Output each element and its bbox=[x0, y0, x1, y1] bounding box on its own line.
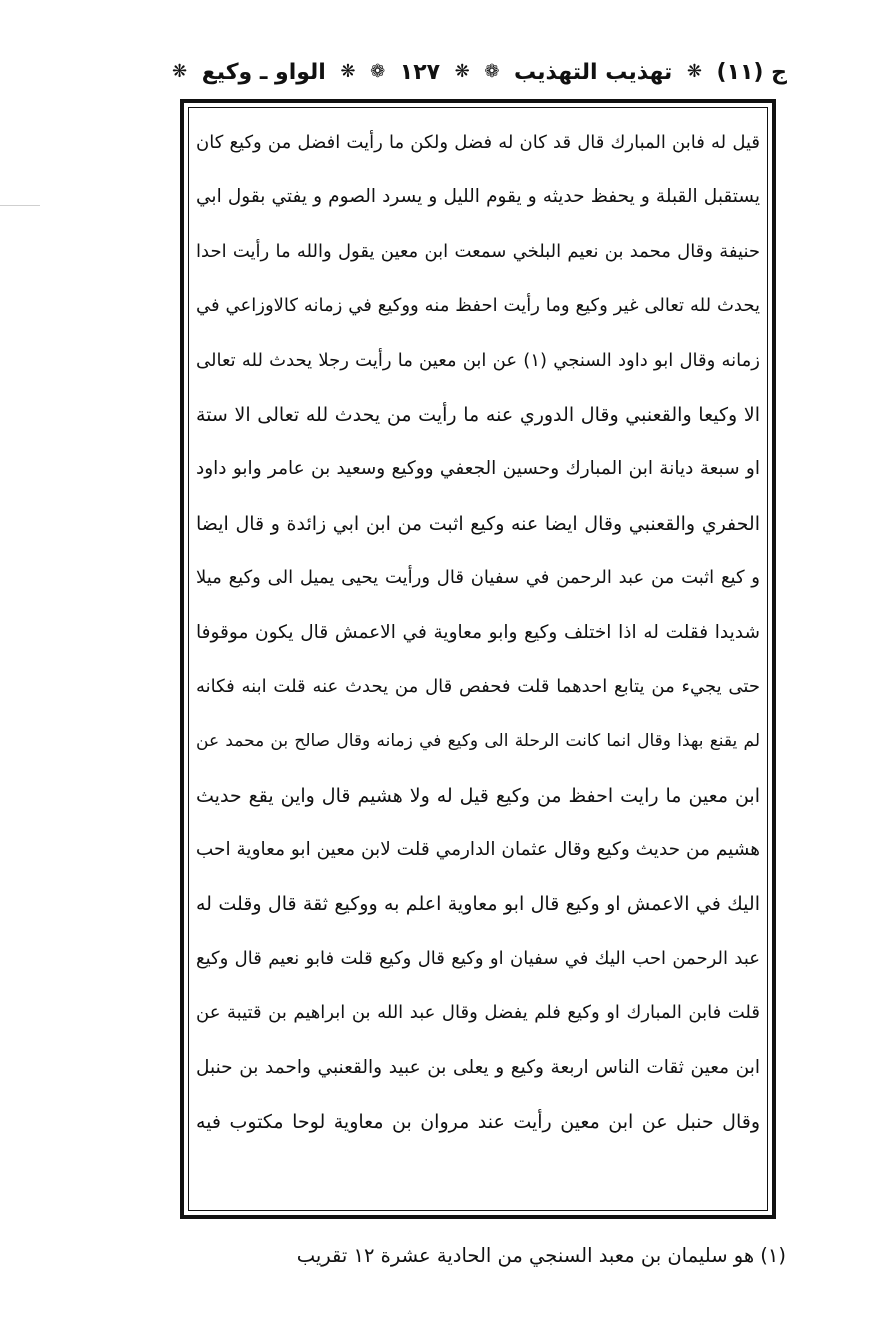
text-line: ابن معين ثقات الناس اربعة وكيع و يعلى بن عبيد والقعنبي واحمد بن حنبل bbox=[196, 1056, 760, 1078]
text-line: الا وكيعا والقعنبي وقال الدوري عنه ما رأيت من يحدث لله تعالى الا ستة bbox=[196, 403, 760, 426]
text-line: حنيفة وقال محمد بن نعيم البلخي سمعت ابن معين يقول والله ما رأيت احدا bbox=[196, 240, 760, 262]
running-head bbox=[172, 50, 787, 94]
ornament-icon: ❋ bbox=[686, 61, 702, 82]
main-text bbox=[196, 116, 760, 1206]
footnote: (١) هو سليمان بن معبد السنجي من الحادية عشرة ١٢ تقريب bbox=[296, 1244, 786, 1267]
text-line: اليك في الاعمش او وكيع قال ابو معاوية اعلم به ووكيع ثقة قال وقلت له bbox=[196, 893, 760, 916]
ornament-icon: ❋ bbox=[172, 61, 188, 82]
ornament-icon: ❁ bbox=[370, 61, 386, 82]
text-line: زمانه وقال ابو داود السنجي (١) عن ابن معين ما رأيت رجلا يحدث لله تعالى bbox=[196, 349, 760, 371]
text-line: يستقبل القبلة و يحفظ حديثه و يقوم الليل و يسرد الصوم و يفتي بقول ابي bbox=[196, 186, 760, 208]
text-line: قيل له فابن المبارك قال قد كان له فضل ولكن ما رأيت افضل من وكيع كان bbox=[196, 132, 760, 153]
page-number: ١٢٧ bbox=[399, 59, 441, 85]
text-line: حتى يجيء من يتابع احدهما قلت فحفص قال من يحدث عنه قلت ابنه فكانه bbox=[196, 675, 760, 697]
ornament-icon: ❋ bbox=[454, 61, 470, 82]
text-line: قلت فابن المبارك او وكيع فلم يفضل وقال عبد الله بن ابراهيم بن قتيبة عن bbox=[196, 1002, 760, 1024]
ornament-icon: ❋ bbox=[340, 61, 356, 82]
text-line: عبد الرحمن احب اليك في سفيان او وكيع قال وكيع قلت فابو نعيم قال وكيع bbox=[196, 947, 760, 969]
scan-margin-mark bbox=[0, 205, 40, 206]
text-line: الحفري والقعنبي وقال ايضا عنه وكيع اثبت من ابن ابي زائدة و قال ايضا bbox=[196, 512, 760, 535]
text-line: يحدث لله تعالى غير وكيع وما رأيت احفظ منه ووكيع في زمانه كالاوزاعي في bbox=[196, 295, 760, 317]
text-line: و كيع اثبت من عبد الرحمن في سفيان قال ورأيت يحيى يميل الى وكيع ميلا bbox=[196, 567, 760, 589]
book-title: تهذيب التهذيب bbox=[513, 59, 673, 85]
text-line: هشيم من حديث وكيع وقال عثمان الدارمي قلت لابن معين ابو معاوية احب bbox=[196, 839, 760, 861]
ornament-icon: ❁ bbox=[484, 61, 500, 82]
entry-heading: الواو ـ وكيع bbox=[201, 59, 326, 85]
text-line: او سبعة ديانة ابن المبارك وحسين الجعفي ووكيع وسعيد بن عامر وابو داود bbox=[196, 458, 760, 480]
text-line: شديدا فقلت له اذا اختلف وكيع وابو معاوية في الاعمش قال يكون موقوفا bbox=[196, 621, 760, 643]
text-line: لم يقنع بهذا وقال انما كانت الرحلة الى وكيع في زمانه وقال صالح بن محمد عن bbox=[196, 731, 760, 752]
text-line: وقال حنبل عن ابن معين رأيت عند مروان بن معاوية لوحا مكتوب فيه bbox=[196, 1111, 760, 1134]
text-line: ابن معين ما رايت احفظ من وكيع قيل له ولا هشيم قال واين يقع حديث bbox=[196, 784, 760, 807]
volume-number: ج (١١) bbox=[716, 59, 787, 85]
